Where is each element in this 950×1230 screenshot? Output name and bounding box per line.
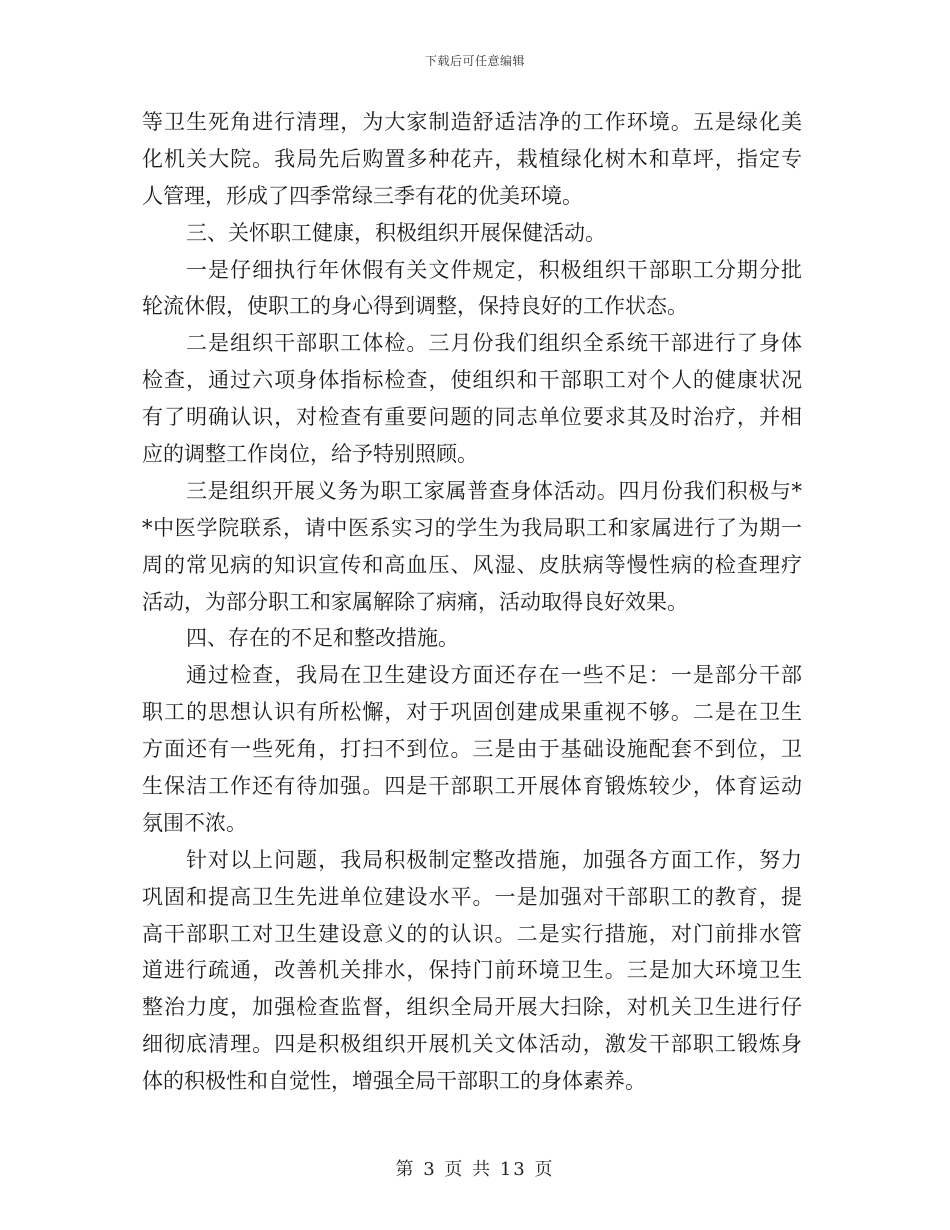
text-line: 三是组织开展义务为职工家属普查身体活动。四月份我们积极与* xyxy=(186,478,802,503)
text-line: 道进行疏通，改善机关排水，保持门前环境卫生。三是加大环境卫生 xyxy=(142,958,802,983)
text-line: 氛围不浓。 xyxy=(142,810,247,835)
text-line: 四、存在的不足和整改措施。 xyxy=(186,626,459,651)
text-line: 人管理，形成了四季常绿三季有花的优美环境。 xyxy=(142,183,583,208)
text-line: 化机关大院。我局先后购置多种花卉，栽植绿化树木和草坪，指定专 xyxy=(142,146,802,171)
text-line: 针对以上问题，我局积极制定整改措施，加强各方面工作，努力 xyxy=(186,847,802,872)
text-line: 活动，为部分职工和家属解除了病痛，活动取得良好效果。 xyxy=(142,589,688,614)
text-line: *中医学院联系，请中医系实习的学生为我局职工和家属进行了为期一 xyxy=(142,515,802,540)
text-line: 应的调整工作岗位，给予特别照顾。 xyxy=(142,442,478,467)
text-line: 一是仔细执行年休假有关文件规定，积极组织干部职工分期分批 xyxy=(186,257,802,282)
text-line: 生保洁工作还有待加强。四是干部职工开展体育锻炼较少，体育运动 xyxy=(142,774,802,799)
page-number-footer: 第 3 页 共 13 页 xyxy=(395,1159,555,1180)
text-line: 轮流休假，使职工的身心得到调整，保持良好的工作状态。 xyxy=(142,294,688,319)
text-line: 方面还有一些死角，打扫不到位。三是由于基础设施配套不到位，卫 xyxy=(142,737,802,762)
text-line: 等卫生死角进行清理，为大家制造舒适洁净的工作环境。五是绿化美 xyxy=(142,110,802,134)
text-line: 职工的思想认识有所松懈，对于巩固创建成果重视不够。二是在卫生 xyxy=(142,700,802,725)
text-line: 细彻底清理。四是积极组织开展机关文体活动，激发干部职工锻炼身 xyxy=(142,1032,802,1057)
text-line: 三、关怀职工健康，积极组织开展保健活动。 xyxy=(186,220,606,245)
document-body xyxy=(142,104,802,1100)
text-line: 检查，通过六项身体指标检查，使组织和干部职工对个人的健康状况 xyxy=(142,368,802,393)
text-line: 巩固和提高卫生先进单位建设水平。一是加强对干部职工的教育，提 xyxy=(142,884,802,909)
text-line: 周的常见病的知识宣传和高血压、风湿、皮肤病等慢性病的检查理疗 xyxy=(142,552,802,577)
page-header: 下载后可任意编辑 xyxy=(424,54,525,68)
text-line: 二是组织干部职工体检。三月份我们组织全系统干部进行了身体 xyxy=(186,331,802,356)
text-line: 整治力度，加强检查监督，组织全局开展大扫除，对机关卫生进行仔 xyxy=(142,995,802,1020)
text-line: 高干部职工对卫生建设意义的的认识。二是实行措施，对门前排水管 xyxy=(142,921,802,946)
text-line: 有了明确认识，对检查有重要问题的同志单位要求其及时治疗，并相 xyxy=(142,405,802,430)
text-line: 通过检查，我局在卫生建设方面还存在一些不足：一是部分干部 xyxy=(186,663,802,688)
text-line: 体的积极性和自觉性，增强全局干部职工的身体素养。 xyxy=(142,1069,646,1094)
